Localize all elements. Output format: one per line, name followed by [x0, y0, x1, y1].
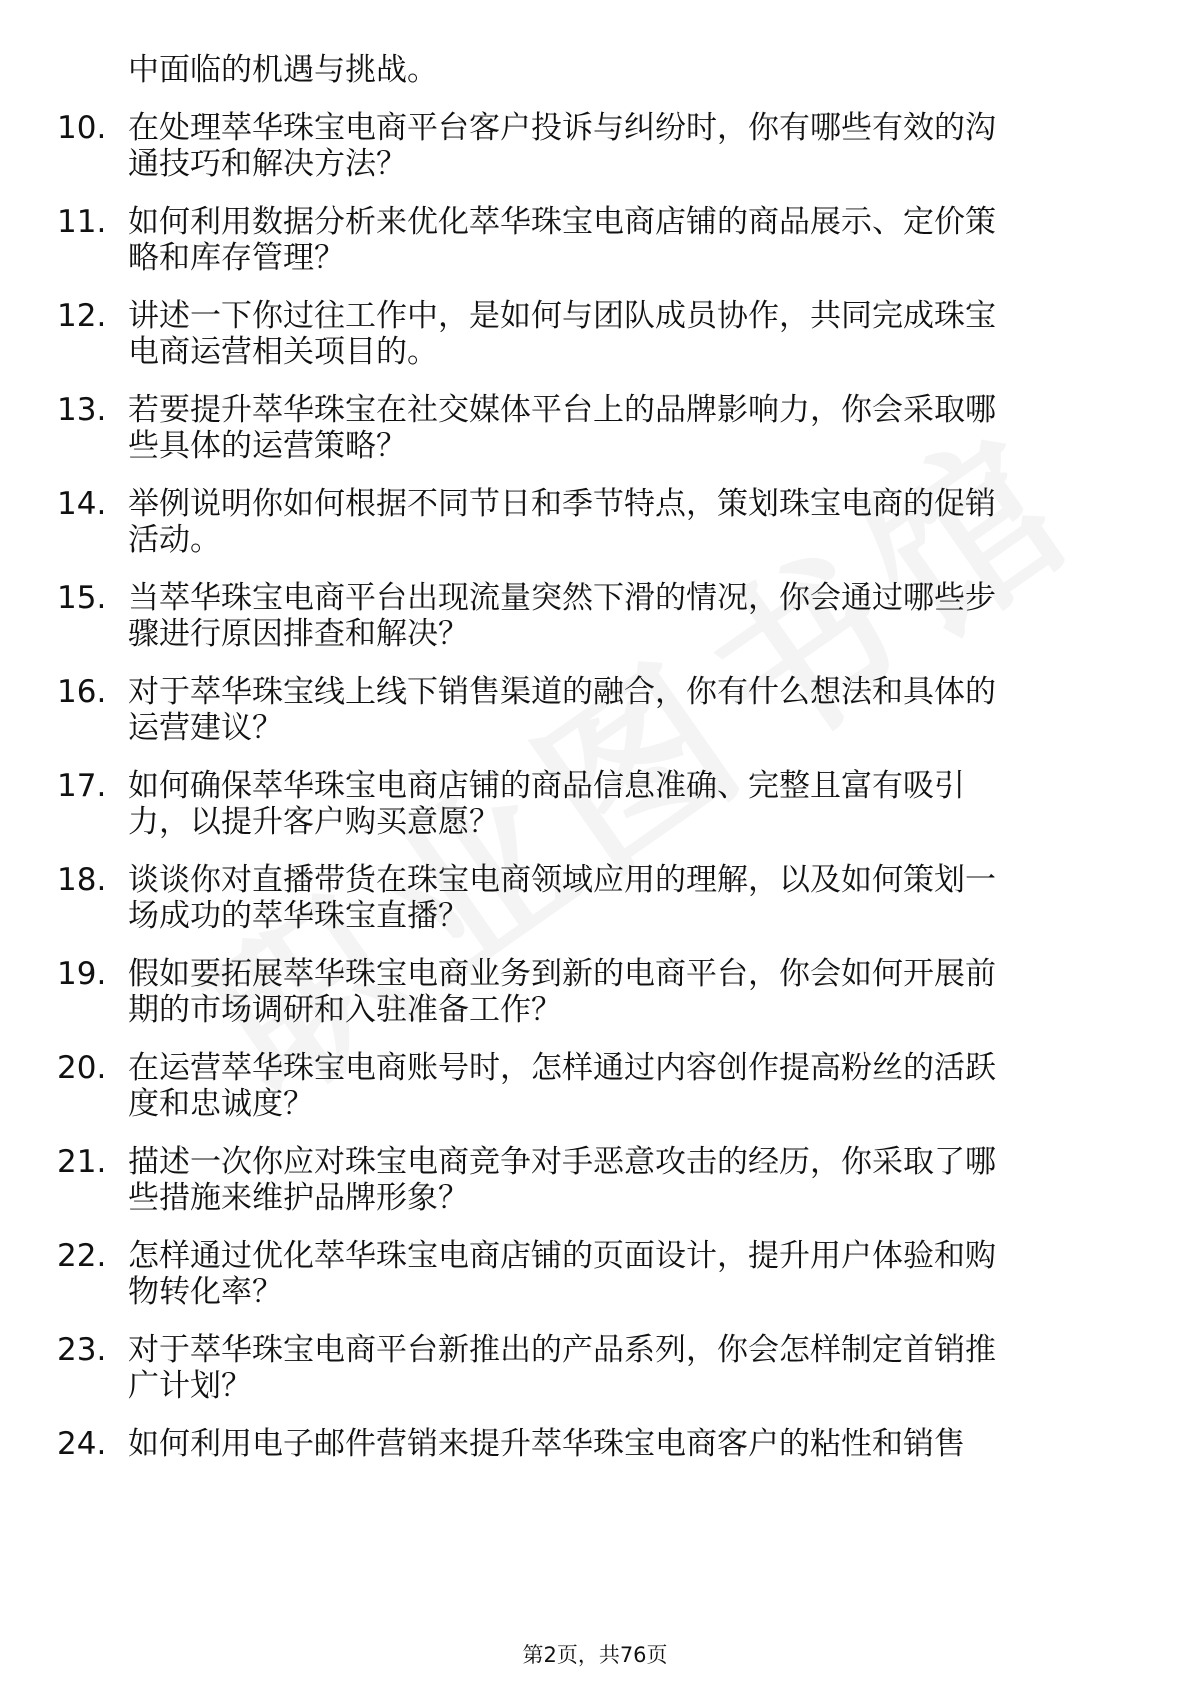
- item-text-line: 讲述一下你过往工作中，是如何与团队成员协作，共同完成珠宝: [128, 298, 996, 334]
- item-number: 11.: [57, 204, 107, 240]
- item-text-line: 物转化率？: [128, 1274, 283, 1310]
- item-text-line: 举例说明你如何根据不同节日和季节特点，策划珠宝电商的促销: [128, 486, 996, 522]
- item-text-line: 描述一次你应对珠宝电商竞争对手恶意攻击的经历，你采取了哪: [128, 1144, 996, 1180]
- item-number: 23.: [57, 1332, 107, 1368]
- item-text-line: 如何利用电子邮件营销来提升萃华珠宝电商客户的粘性和销售: [128, 1426, 965, 1462]
- item-number: 18.: [57, 862, 107, 898]
- item-number: 12.: [57, 298, 107, 334]
- item-text-line: 些措施来维护品牌形象？: [128, 1180, 469, 1216]
- item-number: 16.: [57, 674, 107, 710]
- item-text-line: 骤进行原因排查和解决？: [128, 616, 469, 652]
- item-text-line: 略和库存管理？: [128, 240, 345, 276]
- item-number: 19.: [57, 956, 107, 992]
- item-number: 13.: [57, 392, 107, 428]
- item-number: 22.: [57, 1238, 107, 1274]
- item-text-line: 力，以提升客户购买意愿？: [128, 804, 500, 840]
- item-text-line: 若要提升萃华珠宝在社交媒体平台上的品牌影响力，你会采取哪: [128, 392, 996, 428]
- item-text-line: 假如要拓展萃华珠宝电商业务到新的电商平台，你会如何开展前: [128, 956, 996, 992]
- item-number: 10.: [57, 110, 107, 146]
- item-number: 15.: [57, 580, 107, 616]
- item-text-line: 期的市场调研和入驻准备工作？: [128, 992, 562, 1028]
- item-text-line: 对于萃华珠宝电商平台新推出的产品系列，你会怎样制定首销推: [128, 1332, 996, 1368]
- item-text-line: 运营建议？: [128, 710, 283, 746]
- item-text-line: 活动。: [128, 522, 221, 558]
- item-text-line: 广计划？: [128, 1368, 252, 1404]
- continuation-line: 中面临的机遇与挑战。: [128, 52, 438, 88]
- item-text-line: 对于萃华珠宝线上线下销售渠道的融合，你有什么想法和具体的: [128, 674, 996, 710]
- item-text-line: 谈谈你对直播带货在珠宝电商领域应用的理解，以及如何策划一: [128, 862, 996, 898]
- item-text-line: 当萃华珠宝电商平台出现流量突然下滑的情况，你会通过哪些步: [128, 580, 996, 616]
- item-text-line: 度和忠诚度？: [128, 1086, 314, 1122]
- item-text-line: 在处理萃华珠宝电商平台客户投诉与纠纷时，你有哪些有效的沟: [128, 110, 996, 146]
- item-number: 14.: [57, 486, 107, 522]
- item-text-line: 在运营萃华珠宝电商账号时，怎样通过内容创作提高粉丝的活跃: [128, 1050, 996, 1086]
- item-text-line: 电商运营相关项目的。: [128, 334, 438, 370]
- item-text-line: 通技巧和解决方法？: [128, 146, 407, 182]
- item-number: 21.: [57, 1144, 107, 1180]
- item-text-line: 如何确保萃华珠宝电商店铺的商品信息准确、完整且富有吸引: [128, 768, 965, 804]
- item-number: 17.: [57, 768, 107, 804]
- item-text-line: 场成功的萃华珠宝直播？: [128, 898, 469, 934]
- page-footer: 第2页，共76页: [522, 1643, 668, 1667]
- item-number: 20.: [57, 1050, 107, 1086]
- item-text-line: 些具体的运营策略？: [128, 428, 407, 464]
- item-text-line: 怎样通过优化萃华珠宝电商店铺的页面设计，提升用户体验和购: [128, 1238, 996, 1274]
- item-text-line: 如何利用数据分析来优化萃华珠宝电商店铺的商品展示、定价策: [128, 204, 996, 240]
- item-number: 24.: [57, 1426, 107, 1462]
